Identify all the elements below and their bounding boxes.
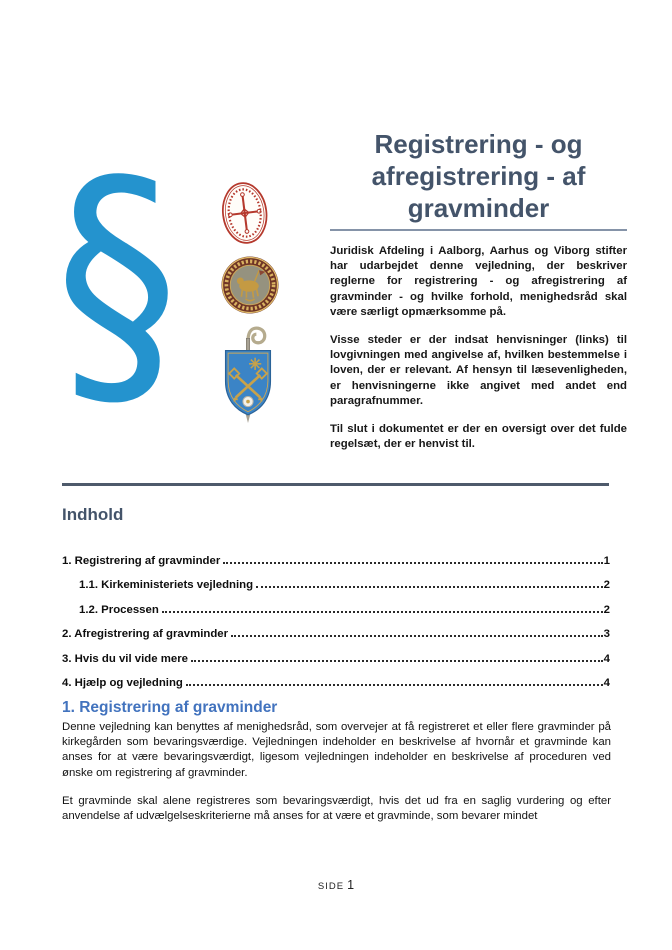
toc-leader-dots xyxy=(191,660,603,662)
toc-page-number: 1 xyxy=(603,554,610,567)
toc-entry-label: 3. Hvis du vil vide mere xyxy=(62,652,188,665)
footer-page-number: 1 xyxy=(347,878,355,892)
intro-paragraph: Visse steder er der indsat henvisninger (links) til lovgivningen med angivelse af, hvilken bestemmelse i loven, der er relevant. Af hensyn til læsevenligheden, er henvisningerne ikke angivet med andet end paragrafnummer. xyxy=(330,334,627,407)
section-heading: 1. Registrering af gravminder xyxy=(62,699,278,716)
toc-entry-label: 1. Registrering af gravminder xyxy=(62,554,221,567)
paragraph-symbol-icon xyxy=(58,170,176,437)
intro-text xyxy=(330,244,627,452)
body-paragraph: Denne vejledning kan benyttes af menighedsråd, som overvejer at få registreret et eller flere gravminder på kirkegården som bevaringsværdige. Vejledningen indeholder en beskrivelse af hvornår et gravminde kan anses for at være bevaringsværdigt, ligesom vejledningen indeholder en beskrivelse af proceduren ved ønske om registrering af gravminder. xyxy=(62,721,611,779)
document-title: Registrering - og afregistrering - af gravminder xyxy=(371,129,586,223)
toc-entry-hjaelp-og-vejledning[interactable] xyxy=(62,665,610,690)
section-registrering xyxy=(62,699,611,837)
toc-leader-dots xyxy=(186,684,603,686)
toc-page-number: 3 xyxy=(603,628,610,640)
intro-paragraph: Juridisk Afdeling i Aalborg, Aarhus og Viborg stifter har udarbejdet denne vejledning, der beskriver reglerne for registrering - og afregistrering af gravminder - og hvilke forhold, menighedsråd skal være særligt opmærksomme på. xyxy=(330,245,627,318)
toc-entry-label: 4. Hjælp og vejledning xyxy=(62,677,183,689)
toc-entry-kirkeministeriets-vejledning[interactable] xyxy=(62,567,610,592)
toc-leader-dots xyxy=(231,635,603,637)
page-footer xyxy=(0,876,672,894)
section-divider xyxy=(62,483,609,486)
toc-entry-afregistrering[interactable] xyxy=(62,616,610,641)
toc-leader-dots xyxy=(256,586,603,588)
toc-entry-label: 1.2. Processen xyxy=(79,603,159,616)
paragraph-glyph: § xyxy=(58,170,176,432)
intro-paragraph: Til slut i dokumentet er der en oversigt over det fulde regelsæt, der er henvist til. xyxy=(330,423,627,451)
aarhus-stift-seal-icon xyxy=(221,256,279,319)
aalborg-stift-seal-icon xyxy=(217,178,273,252)
viborg-stift-seal-icon xyxy=(221,322,275,429)
header-column xyxy=(330,128,627,452)
footer-page-label: SIDE xyxy=(317,881,345,892)
toc-page-number: 2 xyxy=(603,579,610,591)
table-of-contents xyxy=(62,505,610,689)
toc-page-number: 4 xyxy=(603,652,610,665)
toc-leader-dots xyxy=(223,562,602,564)
body-paragraph: Et gravminde skal alene registreres som bevaringsværdigt, hvis det ud fra en saglig vurdering og efter anvendelse af udvælgelseskriterierne må anses for at være et gravminde, som bevarer mindet xyxy=(62,794,611,823)
toc-leader-dots xyxy=(162,611,603,613)
toc-heading: Indhold xyxy=(62,505,124,524)
toc-page-number: 4 xyxy=(603,677,610,689)
toc-entry-registrering[interactable] xyxy=(62,542,610,567)
title-underline xyxy=(330,229,627,231)
toc-entry-processen[interactable] xyxy=(62,591,610,616)
toc-entry-label: 2. Afregistrering af gravminder xyxy=(62,628,229,640)
toc-entry-label: 1.1. Kirkeministeriets vejledning xyxy=(79,579,254,591)
toc-entry-hvis-du-vil-vide-mere[interactable] xyxy=(62,640,610,665)
toc-page-number: 2 xyxy=(603,603,610,616)
